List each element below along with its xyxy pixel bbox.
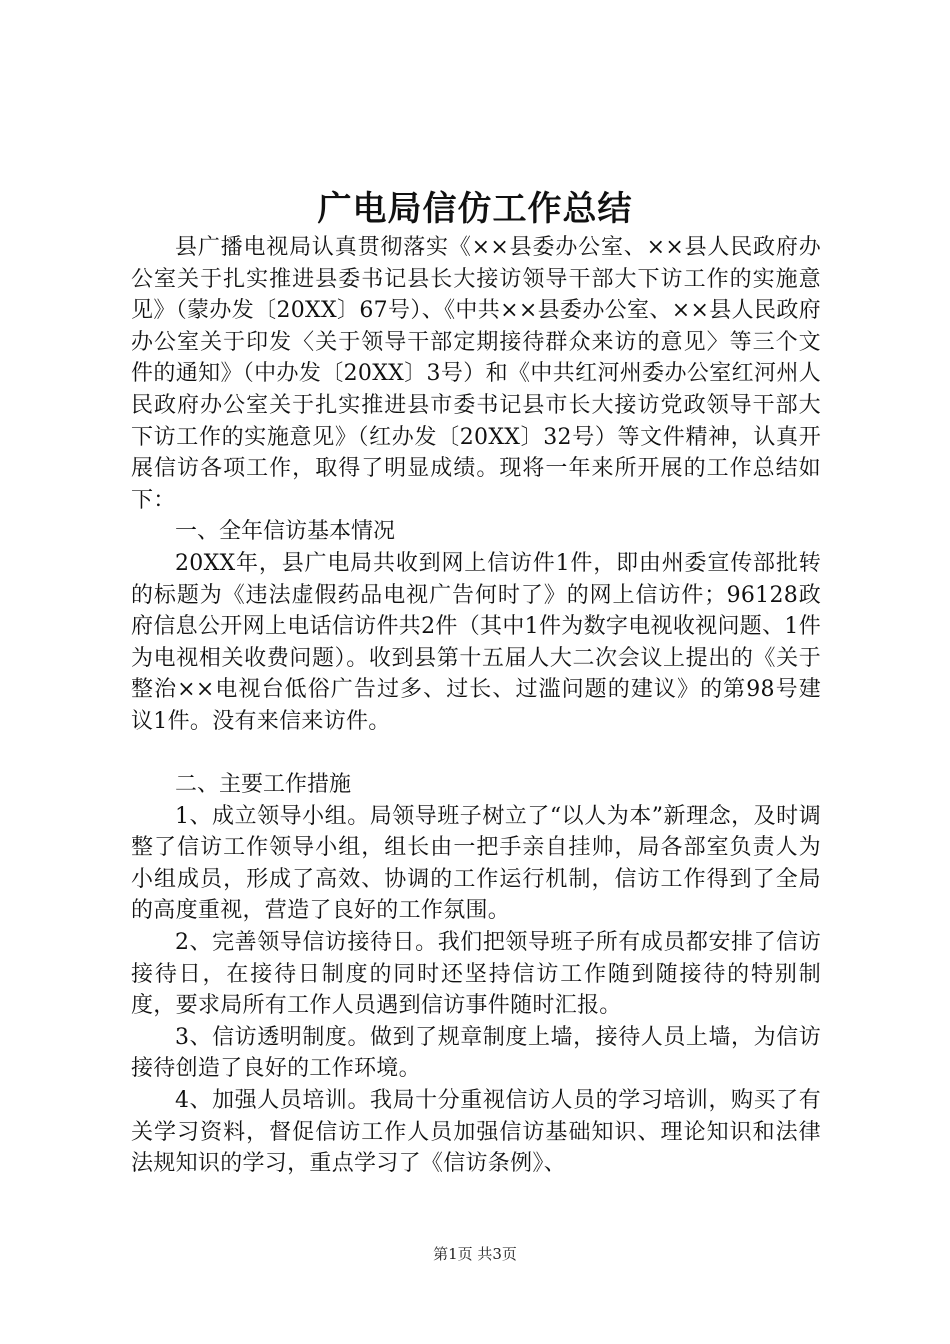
intro-paragraph: 县广播电视局认真贯彻落实《××县委办公室、××县人民政府办公室关于扎实推进县委书记县长大接访领导干部大下访工作的实施意见》（蒙办发〔20XX〕67号）、《中共××县委办公室、××县人民政府办公室关于印发〈关于领导干部定期接待群众来访的意见〉等三个文件的通知》（中办发〔20XX〕3号）和《中共红河州委办公室红河州人民政府办公室关于扎实推进县市委书记县市长大接访党政领导干部大下访工作的实施意见》（红办发〔20XX〕32号）等文件精神，认真开展信访各项工作，取得了明显成绩。现将一年来所开展的工作总结如下： <box>131 235 821 513</box>
section-heading-measures: 二、主要工作措施 <box>175 772 352 798</box>
basic-situation-paragraph: 20XX年，县广电局共收到网上信访件1件，即由州委宣传部批转的标题为《违法虚假药品电视广告何时了》的网上信访件；96128政府信息公开网上电话信访件共2件（其中1件为数字电视收视问题、1件为电视相关收费问题）。收到县第十五届人大二次会议上提出的《关于整治××电视台低俗广告过多、过长、过滥问题的建议》的第98号建议1件。没有来信来访件。 <box>131 550 821 734</box>
measure-paragraph-2: 2、完善领导信访接待日。我们把领导班子所有成员都安排了信访接待日，在接待日制度的同时还坚持信访工作随到随接待的特别制度，要求局所有工作人员遇到信访事件随时汇报。 <box>131 930 821 1019</box>
measure-paragraph-3: 3、信访透明制度。做到了规章制度上墙，接待人员上墙，为信访接待创造了良好的工作环境。 <box>131 1024 821 1082</box>
blank-line <box>131 738 821 770</box>
page-number-footer: 第1页 共3页 <box>433 1245 517 1263</box>
section-heading-basic-situation: 一、全年信访基本情况 <box>175 519 396 545</box>
measure-paragraph-4: 4、加强人员培训。我局十分重视信访人员的学习培训，购买了有关学习资料，督促信访工作人员加强信访基础知识、理论知识和法律法规知识的学习，重点学习了《信访条例》、 <box>131 1088 821 1177</box>
document-title: 广电局信仿工作总结 <box>317 189 633 229</box>
measure-paragraph-1: 1、成立领导小组。局领导班子树立了“以人为本”新理念，及时调整了信访工作领导小组，组长由一把手亲自挂帅，局各部室负责人为小组成员，形成了高效、协调的工作运行机制，信访工作得到了全局的高度重视，营造了良好的工作氛围。 <box>131 803 821 924</box>
document-body <box>131 232 821 1180</box>
